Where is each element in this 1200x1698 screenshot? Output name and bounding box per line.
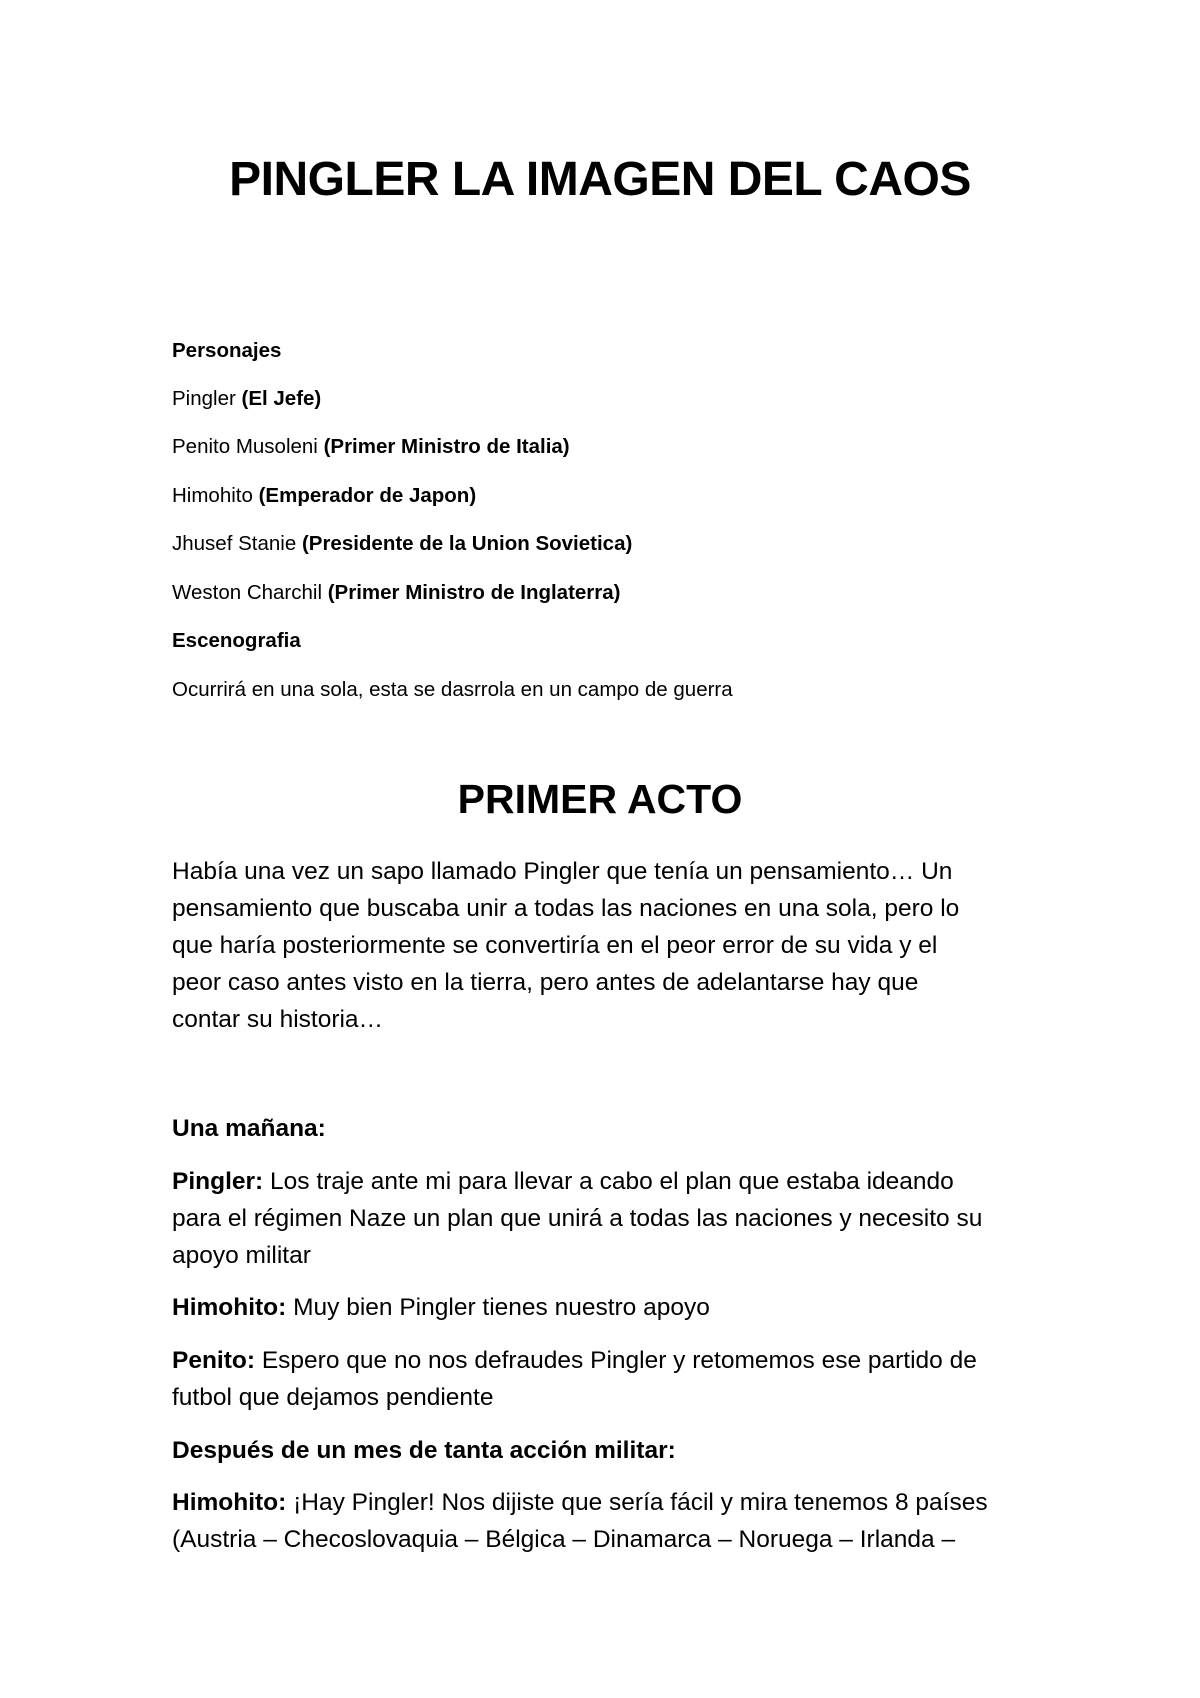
dialogue-line [172, 1484, 988, 1521]
dialogue-line [172, 1289, 710, 1326]
cast-name: Penito Musoleni [172, 435, 318, 458]
cast-name: Weston Charchil [172, 581, 323, 604]
intro-line: contar su historia… [172, 1006, 384, 1033]
speaker-name: Himohito: [172, 1489, 287, 1516]
scenery-text: Ocurrirá en una sola, esta se dasrrola en un campo de guerra [172, 678, 733, 701]
dialogue-line: apoyo militar [172, 1242, 311, 1269]
dialogue-text: Espero que no nos defraudes Pingler y retomemos ese partido de [255, 1347, 977, 1374]
cast-role: (Primer Ministro de Italia) [323, 435, 570, 458]
cast-heading: Personajes [172, 339, 282, 362]
scenery-heading: Escenografia [172, 629, 301, 652]
dialogue-line [172, 1163, 954, 1200]
cast-role: (Emperador de Japon) [258, 484, 477, 507]
scene-heading: Después de un mes de tanta acción militar: [172, 1437, 676, 1464]
dialogue-line: (Austria – Checoslovaquia – Bélgica – Dinamarca – Noruega – Irlanda – [172, 1526, 956, 1553]
dialogue-text: Los traje ante mi para llevar a cabo el plan que estaba ideando [263, 1168, 954, 1195]
cast-name: Jhusef Stanie [172, 532, 297, 555]
dialogue-line [172, 1342, 977, 1379]
document-title: PINGLER LA IMAGEN DEL CAOS [229, 153, 971, 206]
dialogue-text: Muy bien Pingler tienes nuestro apoyo [286, 1294, 710, 1321]
intro-line: que haría posteriormente se convertiría en el peor error de su vida y el [172, 932, 938, 959]
dialogue-line: para el régimen Naze un plan que unirá a todas las naciones y necesito su [172, 1205, 983, 1232]
speaker-name: Penito: [172, 1347, 256, 1374]
cast-item [172, 386, 321, 412]
cast-name: Himohito [172, 484, 253, 507]
intro-line: Había una vez un sapo llamado Pingler que tenía un pensamiento… Un [172, 858, 953, 885]
scene-heading: Una mañana: [172, 1115, 326, 1142]
dialogue-text: ¡Hay Pingler! Nos dijiste que sería fácil y mira tenemos 8 países [286, 1489, 988, 1516]
cast-item [172, 483, 476, 509]
cast-item [172, 434, 570, 460]
cast-item [172, 580, 621, 606]
cast-role: (El Jefe) [241, 387, 322, 410]
speaker-name: Pingler: [172, 1168, 264, 1195]
cast-role: (Presidente de la Union Sovietica) [301, 532, 633, 555]
cast-item [172, 531, 632, 557]
act-title: PRIMER ACTO [457, 776, 743, 822]
intro-line: pensamiento que buscaba unir a todas las naciones en una sola, pero lo [172, 895, 960, 922]
intro-line: peor caso antes visto en la tierra, pero antes de adelantarse hay que [172, 969, 919, 996]
cast-name: Pingler [172, 387, 236, 410]
cast-role: (Primer Ministro de Inglaterra) [327, 581, 621, 604]
speaker-name: Himohito: [172, 1294, 287, 1321]
dialogue-line: futbol que dejamos pendiente [172, 1384, 494, 1411]
